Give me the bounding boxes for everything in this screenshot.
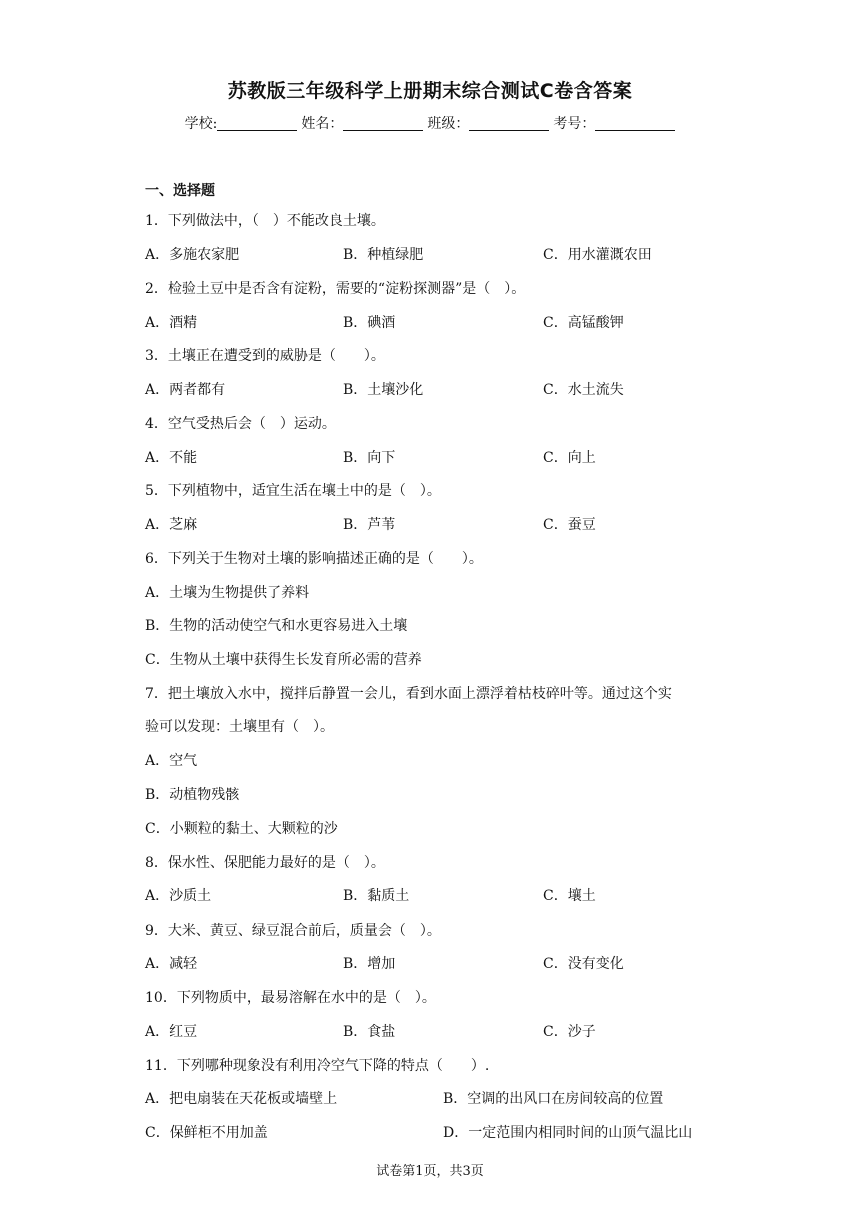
question-stem-7-cont: 验可以发现：土壤里有（ ）。 xyxy=(145,719,334,735)
option-11a: A．把电扇装在天花板或墙壁上 xyxy=(145,1091,338,1107)
school-blank[interactable] xyxy=(217,116,297,131)
option-4a: A．不能 xyxy=(145,450,198,466)
option-4b: B．向下 xyxy=(343,450,396,466)
option-5c: C．蚕豆 xyxy=(543,517,596,533)
question-stem-11: 11．下列哪种现象没有利用冷空气下降的特点（ ）. xyxy=(145,1058,490,1074)
option-1a: A．多施农家肥 xyxy=(145,247,240,263)
option-8b: B．黏质土 xyxy=(343,888,410,904)
school-label: 学校: xyxy=(184,116,218,132)
class-blank[interactable] xyxy=(469,116,549,131)
question-stem-4: 4．空气受热后会（ ）运动。 xyxy=(145,416,336,432)
option-5a: A．芝麻 xyxy=(145,517,198,533)
section-heading: 一、选择题 xyxy=(145,183,215,199)
question-stem-3: 3．土壤正在遭受到的威胁是（ ）。 xyxy=(145,348,385,364)
option-9a: A．减轻 xyxy=(145,956,198,972)
question-stem-5: 5．下列植物中，适宜生活在壤土中的是（ ）。 xyxy=(145,483,441,499)
option-10a: A．红豆 xyxy=(145,1024,198,1040)
option-9c: C．没有变化 xyxy=(543,956,624,972)
exam-no-blank[interactable] xyxy=(595,116,675,131)
option-8c: C．壤土 xyxy=(543,888,596,904)
option-11c: C．保鲜柜不用加盖 xyxy=(145,1125,268,1141)
option-3b: B．土壤沙化 xyxy=(343,382,424,398)
option-1b: B．种植绿肥 xyxy=(343,247,424,263)
option-1c: C．用水灌溉农田 xyxy=(543,247,652,263)
question-stem-2: 2．检验土豆中是否含有淀粉，需要的“淀粉探测器”是（ ）。 xyxy=(145,281,526,297)
question-stem-1: 1．下列做法中，（ ）不能改良土壤。 xyxy=(145,213,385,229)
option-8a: A．沙质土 xyxy=(145,888,212,904)
option-7a: A．空气 xyxy=(145,753,198,769)
question-stem-7: 7．把土壤放入水中，搅拌后静置一会儿，看到水面上漂浮着枯枝碎叶等。通过这个实 xyxy=(145,686,672,702)
option-6a: A．土壤为生物提供了养料 xyxy=(145,585,310,601)
option-4c: C．向上 xyxy=(543,450,596,466)
option-11d: D．一定范围内相同时间的山顶气温比山 xyxy=(443,1125,693,1141)
option-2b: B．碘酒 xyxy=(343,315,396,331)
option-2c: C．高锰酸钾 xyxy=(543,315,624,331)
page-title: 苏教版三年级科学上册期末综合测试C卷含答案 xyxy=(227,80,633,102)
page-footer: 试卷第1页，共3页 xyxy=(376,1164,484,1179)
option-3c: C．水土流失 xyxy=(543,382,624,398)
option-5b: B．芦苇 xyxy=(343,517,396,533)
option-6c: C．生物从土壤中获得生长发育所必需的营养 xyxy=(145,652,422,668)
option-7c: C．小颗粒的黏土、大颗粒的沙 xyxy=(145,821,338,837)
name-blank[interactable] xyxy=(343,116,423,131)
option-10b: B．食盐 xyxy=(343,1024,396,1040)
student-info-line xyxy=(0,113,860,133)
option-9b: B．增加 xyxy=(343,956,396,972)
exam-no-label: 考号： xyxy=(553,116,596,132)
option-2a: A．酒精 xyxy=(145,315,198,331)
question-stem-8: 8．保水性、保肥能力最好的是（ ）。 xyxy=(145,855,385,871)
option-11b: B．空调的出风口在房间较高的位置 xyxy=(443,1091,664,1107)
option-10c: C．沙子 xyxy=(543,1024,596,1040)
question-stem-6: 6．下列关于生物对土壤的影响描述正确的是（ ）。 xyxy=(145,551,483,567)
class-label: 班级： xyxy=(427,116,470,132)
question-stem-9: 9．大米、黄豆、绿豆混合前后，质量会（ ）。 xyxy=(145,923,441,939)
option-3a: A．两者都有 xyxy=(145,382,226,398)
option-7b: B．动植物残骸 xyxy=(145,787,240,803)
question-stem-10: 10．下列物质中，最易溶解在水中的是（ ）。 xyxy=(145,990,436,1006)
name-label: 姓名： xyxy=(301,116,344,132)
option-6b: B．生物的活动使空气和水更容易进入土壤 xyxy=(145,618,408,634)
